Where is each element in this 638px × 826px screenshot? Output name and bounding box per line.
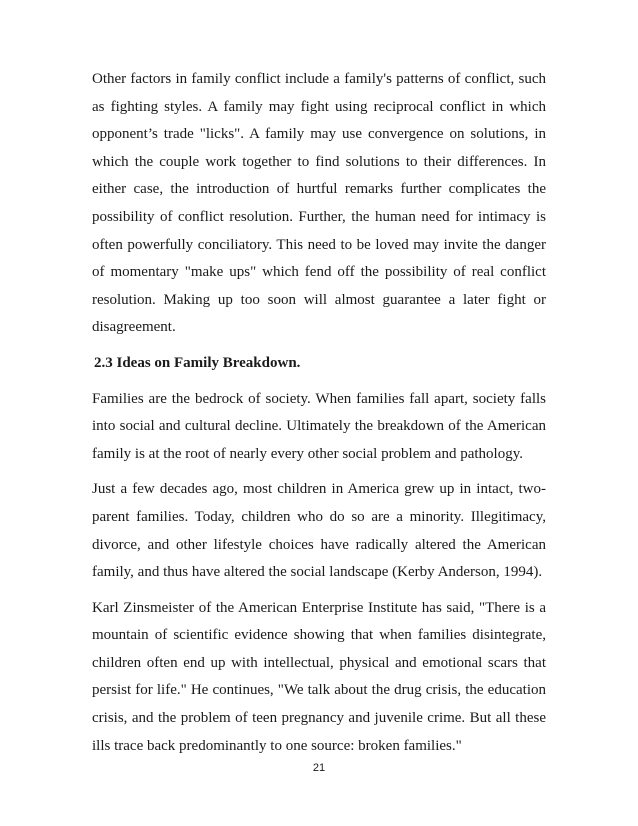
paragraph-bedrock-of-society: Families are the bedrock of society. When families fall apart, society falls into social and cultural decline. Ultimately the breakdown of the American family is at the root of nearly every other social problem and pathology.	[92, 390, 546, 462]
section-heading: 2.3 Ideas on Family Breakdown.	[94, 354, 301, 371]
page-number: 21	[312, 762, 326, 774]
page-body	[92, 66, 546, 768]
paragraph-family-conflict: Other factors in family conflict include a family's patterns of conflict, such as fighting styles. A family may fight using reciprocal conflict in which opponent’s trade "licks". A family may use convergence on solutions, in which the couple work together to find solutions to their differences. In either case, the introduction of hurtful remarks further complicates the possibility of conflict resolution. Further, the human need for intimacy is often powerfully conciliatory. This need to be loved may invite the danger of momentary "make ups" which fend off the possibility of real conflict resolution. Making up too soon will almost guarantee a later fight or disagreement.	[92, 71, 546, 336]
paragraph-zinsmeister-quote: Karl Zinsmeister of the American Enterprise Institute has said, "There is a mountain of scientific evidence showing that when families disintegrate, children often end up with intellectual, physical and emotional scars that persist for life." He continues, "We talk about the drug crisis, the education crisis, and the problem of teen pregnancy and juvenile crime. But all these ills trace back predominantly to one source: broken families."	[92, 599, 546, 754]
paragraph-two-parent-families: Just a few decades ago, most children in America grew up in intact, two-parent families. Today, children who do so are a minority. Illegitimacy, divorce, and other lifestyle choices have radically altered the American family, and thus have altered the social landscape (Kerby Anderson, 1994).	[92, 481, 546, 581]
